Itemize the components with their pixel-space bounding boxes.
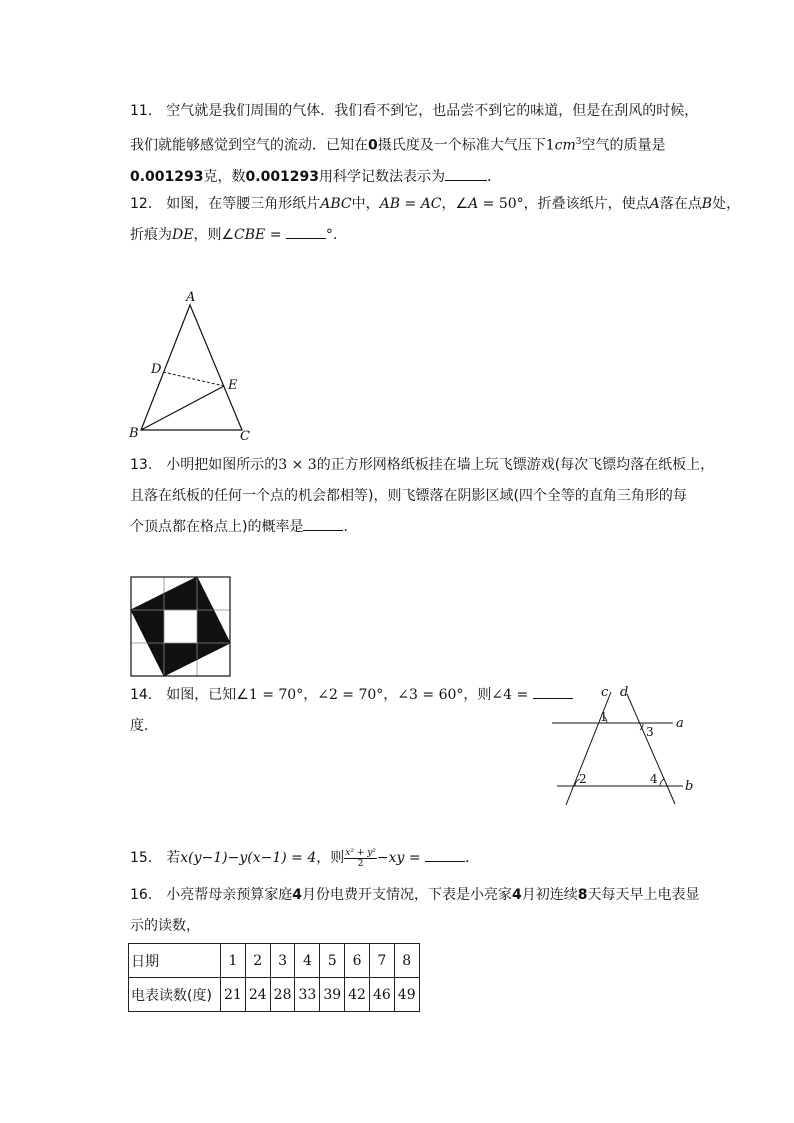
question-12	[130, 189, 741, 251]
angle-3-label: 3	[646, 725, 654, 739]
table-cell: 24	[245, 978, 270, 1012]
question-number: 16.	[130, 887, 153, 903]
parallel-lines-figure	[540, 680, 700, 810]
table-cell: 6	[345, 944, 370, 978]
q11-line-3: 0.001293克，数0.001293用科学记数法表示为 ．	[130, 168, 502, 185]
angle-1-label: 1	[600, 710, 608, 724]
label-d: D	[151, 362, 162, 377]
table-cell: 8	[394, 944, 419, 978]
q15-line-1: 15. 若x(y−1)−y(x−1) = 4，则 $\frac{\text{x² + y²}}{2}$ −xy = ．	[130, 843, 710, 874]
label-a: a	[676, 716, 684, 731]
question-number: 13.	[130, 457, 153, 473]
label-d: d	[620, 685, 629, 700]
label-b: B	[129, 426, 139, 441]
question-16	[130, 880, 710, 942]
segment-be	[141, 386, 224, 430]
q14-line-2: 度．	[130, 718, 158, 734]
triangle-figure	[120, 285, 260, 445]
q13-line-1: 13. 小明把如图所示的3 × 3的正方形网格纸板挂在墙上玩飞镖游戏(每次飞镖均落在纸板上，	[130, 450, 710, 481]
table-row	[129, 944, 420, 978]
table-row	[129, 978, 420, 1012]
answer-blank[interactable]	[286, 226, 326, 239]
q16-line-1: 16. 小亮帮母亲预算家庭4月份电费开支情况，下表是小亮家4月初连续8天每天早上电表显	[130, 880, 710, 911]
table-cell: 39	[320, 978, 345, 1012]
answer-blank[interactable]	[425, 849, 465, 862]
q16-line-2: 示的读数，	[130, 918, 200, 934]
table-cell: 3	[270, 944, 295, 978]
fraction: $\frac{\text{x² + y²}}{2}$	[345, 847, 376, 869]
table-header-reading: 电表读数(度)	[129, 978, 221, 1012]
label-c: c	[601, 685, 609, 700]
fold-line-de	[163, 372, 224, 386]
table-cell: 21	[221, 978, 246, 1012]
table-cell: 42	[345, 978, 370, 1012]
answer-blank[interactable]	[303, 518, 343, 531]
table-cell: 28	[270, 978, 295, 1012]
q11-line-2: 我们就能够感觉到空气的流动．已知在0摄氏度及一个标准大气压下$1cm^3$空气的质量是	[130, 137, 666, 154]
q12-line-2: 折痕为DE，则∠CBE = °.	[130, 227, 338, 243]
q13-line-2: 且落在纸板的任何一个点的机会都相等)，则飞镖落在阴影区域(四个全等的直角三角形的每	[130, 488, 687, 504]
table-cell: 4	[295, 944, 320, 978]
table-cell: 1	[221, 944, 246, 978]
meter-reading-table	[128, 943, 420, 1012]
angle-4-arc	[660, 779, 664, 786]
question-number: 15.	[130, 850, 153, 866]
label-e: E	[228, 378, 238, 393]
table-cell: 5	[320, 944, 345, 978]
question-number: 12.	[130, 196, 153, 212]
label-a: A	[186, 290, 196, 305]
table-cell: 46	[369, 978, 394, 1012]
table-cell: 7	[369, 944, 394, 978]
question-13	[130, 450, 715, 543]
q11-line-1: 11. 空气就是我们周围的气体．我们看不到它，也品尝不到它的味道，但是在刮风的时候，	[130, 96, 710, 127]
q12-line-1: 12. 如图，在等腰三角形纸片ABC中，AB = AC，∠A = 50°，折叠该纸片，使点A落在点B处，	[130, 189, 710, 220]
grid-figure	[130, 576, 232, 678]
table-cell: 33	[295, 978, 320, 1012]
line-d	[627, 694, 675, 804]
line-c	[566, 692, 611, 805]
angle-4-label: 4	[650, 772, 658, 786]
question-number: 14.	[130, 687, 153, 703]
question-15	[130, 843, 710, 874]
table-cell: 49	[394, 978, 419, 1012]
label-c: C	[240, 429, 250, 444]
angle-2-label: 2	[579, 772, 587, 786]
answer-blank[interactable]	[445, 168, 487, 181]
question-number: 11.	[130, 103, 153, 119]
question-11	[130, 96, 710, 193]
center-square	[164, 610, 197, 643]
q14-line-1: 14. 如图，已知∠1 = 70°，∠2 = 70°，∠3 = 60°，则∠4 =	[130, 680, 710, 711]
q13-line-3: 个顶点都在格点上)的概率是 ．	[130, 519, 358, 535]
label-b: b	[685, 779, 694, 794]
table-cell: 2	[245, 944, 270, 978]
table-header-date: 日期	[129, 944, 221, 978]
